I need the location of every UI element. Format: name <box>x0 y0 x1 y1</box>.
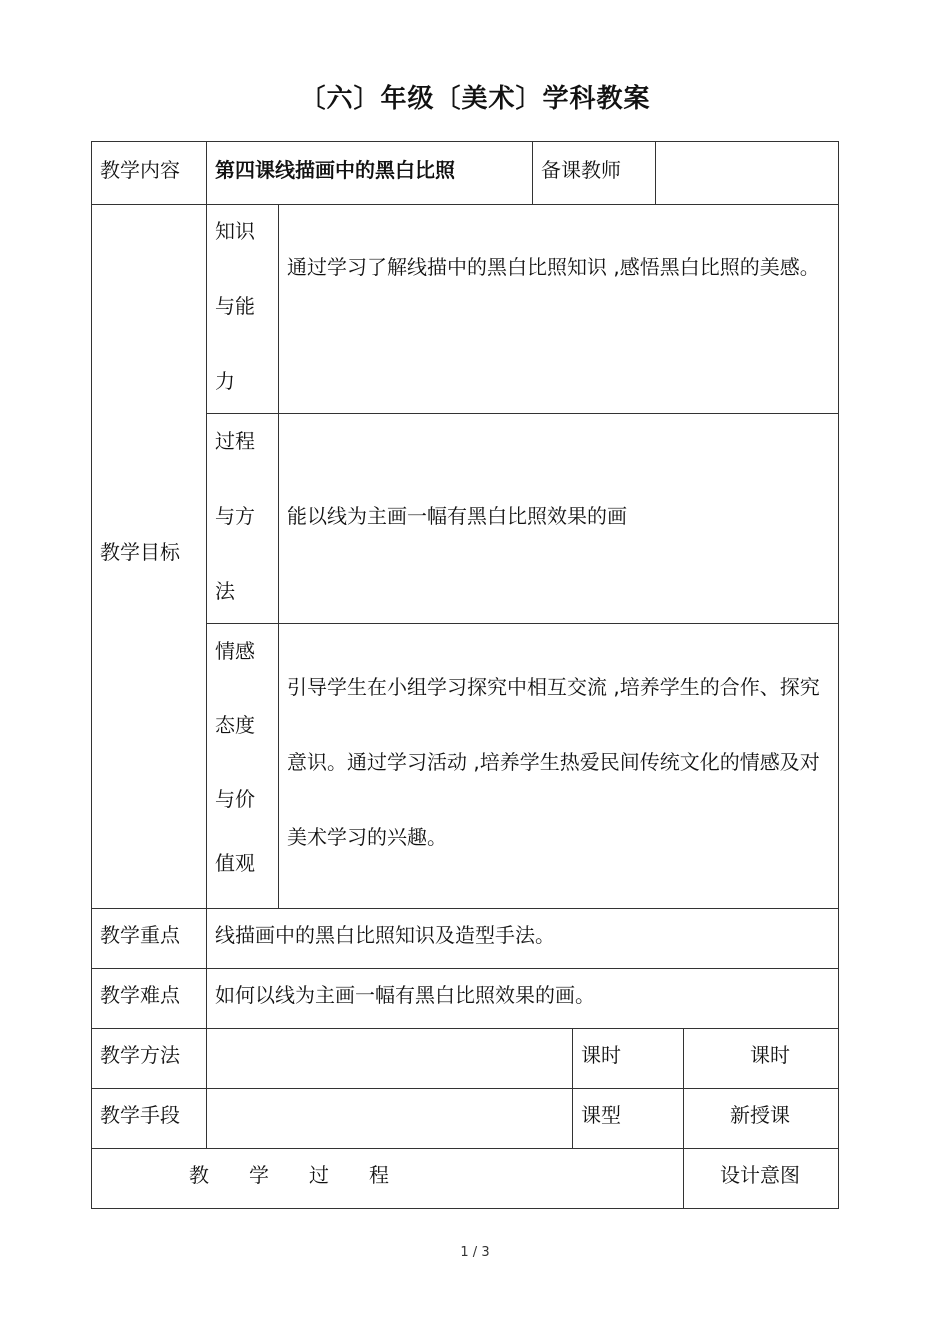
method-label: 教学方法 <box>100 1043 180 1067</box>
objective-label-process: 过程 与方 法 <box>215 429 255 603</box>
design-label: 设计意图 <box>720 1163 800 1187</box>
period-value: 课时 <box>750 1043 790 1067</box>
page-title: 〔六〕年级〔美术〕学科教案 <box>299 84 651 114</box>
objectives-label: 教学目标 <box>100 540 180 564</box>
type-label: 课型 <box>581 1103 621 1127</box>
table-row-divider <box>91 204 839 205</box>
table-row-divider <box>91 968 839 969</box>
table-row-divider <box>91 1148 839 1149</box>
content-value: 第四课线描画中的黑白比照 <box>215 158 455 182</box>
teacher-label: 备课教师 <box>541 158 621 182</box>
table-row-divider <box>91 1088 839 1089</box>
process-label: 教 学 过 程 <box>189 1163 389 1187</box>
table-row-divider <box>206 413 839 414</box>
difficulty-value: 如何以线为主画一幅有黑白比照效果的画。 <box>215 983 595 1007</box>
period-label: 课时 <box>581 1043 621 1067</box>
type-value: 新授课 <box>730 1103 790 1127</box>
difficulty-label: 教学难点 <box>100 983 180 1007</box>
table-row-divider <box>206 623 839 624</box>
table-row-divider <box>91 1028 839 1029</box>
table-border-left <box>91 141 92 1209</box>
page-indicator: 1 / 3 <box>460 1245 490 1260</box>
means-label: 教学手段 <box>100 1103 180 1127</box>
table-col-divider <box>655 141 656 205</box>
table-col-divider <box>572 1028 573 1149</box>
objective-label-emotion: 情感 态度 与价 值观 <box>215 639 255 875</box>
objective-text-knowledge: 通过学习了解线描中的黑白比照知识 ,感悟黑白比照的美感。 <box>287 255 820 279</box>
table-border-top <box>91 141 839 142</box>
table-border-bottom <box>91 1208 839 1209</box>
objective-text-emotion: 引导学生在小组学习探究中相互交流 ,培养学生的合作、探究意识。通过学习活动 ,培养学生热爱民间传统文化的情感及对美术学习的兴趣。 <box>287 675 820 849</box>
table-col-divider <box>532 141 533 205</box>
key-point-label: 教学重点 <box>100 923 180 947</box>
content-label: 教学内容 <box>100 158 180 182</box>
table-col-divider <box>206 141 207 1149</box>
objective-label-knowledge: 知识 与能 力 <box>215 219 255 393</box>
table-col-divider <box>278 204 279 909</box>
table-row-divider <box>91 908 839 909</box>
objective-text-process: 能以线为主画一幅有黑白比照效果的画 <box>287 504 627 528</box>
key-point-value: 线描画中的黑白比照知识及造型手法。 <box>215 923 555 947</box>
table-col-divider <box>683 1028 684 1209</box>
